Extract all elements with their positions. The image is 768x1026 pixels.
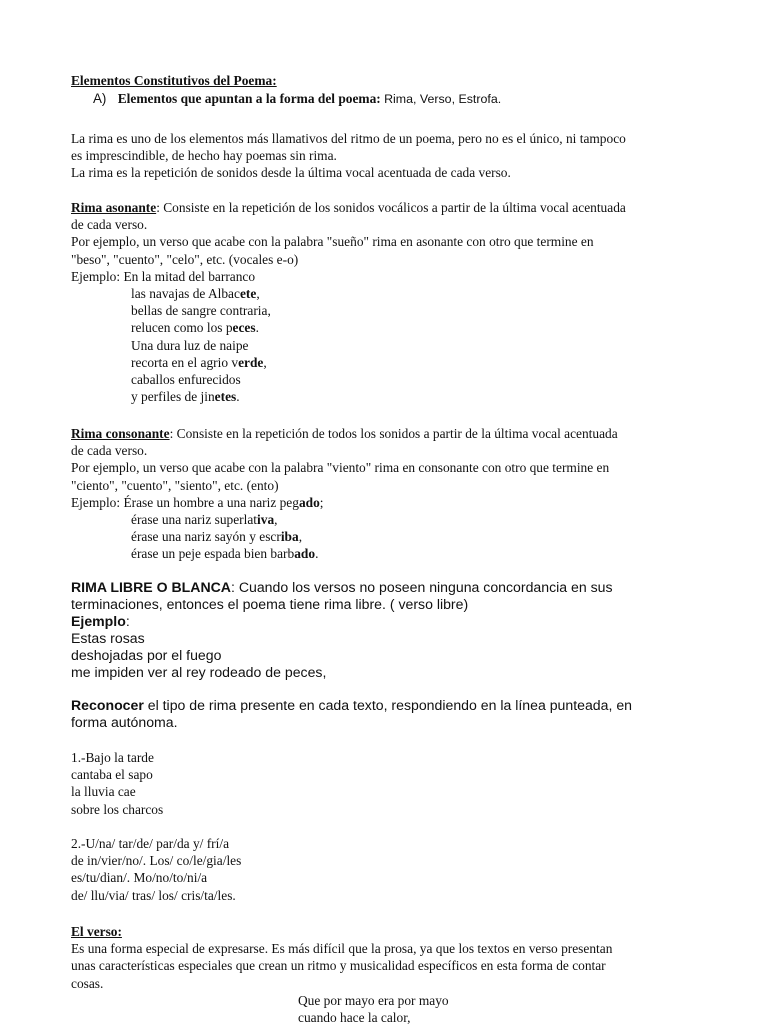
libre-section bbox=[71, 579, 711, 681]
section-a-marker: A) bbox=[93, 91, 107, 106]
asonante-term: Rima asonante bbox=[71, 200, 157, 215]
exercise-poem-line: de/ llu/via/ tras/ los/ cris/ta/les. bbox=[71, 887, 236, 903]
verso-poem-line: cuando hace la calor, bbox=[298, 1010, 411, 1026]
intro-line: La rima es uno de los elementos más llamativos del ritmo de un poema, pero no es el único, ni tampoco bbox=[71, 131, 626, 146]
asonante-poem-line bbox=[131, 388, 711, 405]
rhyme-ending: iva bbox=[257, 512, 275, 528]
poem-punct: . bbox=[255, 320, 259, 336]
exercise-poem-line: de in/vier/no/. Los/ co/le/gia/les bbox=[71, 853, 242, 869]
consonante-def-text: : Consiste en la repetición de todos los sonidos a partir de la última vocal acentuada bbox=[169, 426, 618, 441]
exercise-poem-line: sobre los charcos bbox=[71, 801, 164, 817]
poem-text: Érase un hombre a una nariz peg bbox=[123, 494, 299, 510]
poem-text: érase un peje espada bien barb bbox=[131, 546, 295, 562]
verso-text: Es una forma especial de expresarse. Es más difícil que la prosa, ya que los textos en verso presentan bbox=[71, 941, 613, 957]
asonante-example-text: "beso", "cuento", "celo", etc. (vocales e-o) bbox=[71, 251, 299, 267]
libre-poem-line: Estas rosas bbox=[71, 630, 145, 646]
poem-text: las navajas de Albac bbox=[131, 286, 240, 302]
consonante-poem-line bbox=[131, 528, 711, 545]
example-colon: : bbox=[125, 613, 130, 629]
poem-text: érase una nariz sayón y escr bbox=[131, 529, 281, 545]
poem-punct: . bbox=[236, 389, 240, 405]
asonante-poem-line bbox=[131, 319, 711, 336]
verso-poem-line: Que por mayo era por mayo bbox=[298, 992, 449, 1008]
consonante-def-text: de cada verso. bbox=[71, 443, 148, 459]
libre-example-label bbox=[71, 613, 711, 630]
section-a-label: Elementos que apuntan a la forma del poema: bbox=[117, 91, 381, 106]
intro-paragraph bbox=[71, 130, 711, 182]
asonante-poem-line bbox=[131, 354, 711, 371]
consonante-section bbox=[71, 425, 711, 563]
document-heading: Elementos Constitutivos del Poema: bbox=[71, 73, 277, 88]
asonante-poem-line bbox=[71, 268, 711, 285]
libre-poem-line: deshojadas por el fuego bbox=[71, 647, 222, 663]
exercise-verb: Reconocer bbox=[71, 697, 144, 713]
libre-term: RIMA LIBRE O BLANCA bbox=[71, 579, 231, 595]
rhyme-ending: erde bbox=[238, 354, 264, 370]
exercise-poem-line: 2.-U/na/ tar/de/ par/da y/ frí/a bbox=[71, 836, 230, 851]
example-label: Ejemplo: bbox=[71, 268, 121, 284]
libre-def-text: : Cuando los versos no poseen ninguna concordancia en sus bbox=[230, 579, 613, 595]
libre-def-text: terminaciones, entonces el poema tiene rima libre. ( verso libre) bbox=[71, 596, 469, 612]
example-label: Ejemplo: bbox=[71, 494, 121, 510]
exercise-text-2 bbox=[71, 835, 711, 904]
consonante-poem-line bbox=[131, 511, 711, 528]
exercise-text-1 bbox=[71, 749, 711, 818]
poem-text: bellas de sangre contraria, bbox=[131, 303, 271, 319]
section-a bbox=[93, 90, 733, 108]
poem-text: En la mitad del barranco bbox=[123, 268, 256, 284]
verso-heading: El verso: bbox=[71, 924, 122, 939]
exercise-poem-line: es/tu/dian/. Mo/no/to/ni/a bbox=[71, 870, 208, 886]
verso-text: cosas. bbox=[71, 975, 104, 991]
section-a-items: Rima, Verso, Estrofa. bbox=[384, 92, 502, 106]
exercise-poem-line: cantaba el sapo bbox=[71, 767, 153, 783]
rhyme-ending: etes bbox=[214, 389, 237, 405]
rhyme-ending: ado bbox=[294, 546, 316, 562]
asonante-definition bbox=[71, 199, 711, 216]
poem-punct: , bbox=[298, 529, 303, 545]
poem-punct: , bbox=[263, 354, 267, 370]
rhyme-ending: eces bbox=[232, 320, 256, 336]
asonante-section bbox=[71, 199, 711, 405]
exercise-poem-line: 1.-Bajo la tarde bbox=[71, 750, 154, 765]
consonante-poem-line bbox=[71, 494, 711, 511]
asonante-def-text: de cada verso. bbox=[71, 217, 148, 233]
rhyme-ending: ado bbox=[298, 494, 320, 510]
libre-poem-line: me impiden ver al rey rodeado de peces, bbox=[71, 664, 327, 680]
consonante-term: Rima consonante bbox=[71, 426, 170, 441]
poem-text: relucen como los p bbox=[131, 320, 233, 336]
exercise-line bbox=[71, 697, 711, 714]
exercise-text: el tipo de rima presente en cada texto, respondiendo en la línea punteada, en bbox=[143, 697, 632, 713]
rhyme-ending: iba bbox=[280, 529, 299, 545]
poem-text: érase una nariz superlat bbox=[131, 512, 258, 528]
verso-text: unas características especiales que crean un ritmo y musicalidad específicos en esta forma de contar bbox=[71, 958, 606, 974]
consonante-example-text: "ciento", "cuento", "siento", etc. (ento) bbox=[71, 477, 279, 493]
rhyme-ending: ete bbox=[239, 286, 257, 302]
intro-line: es imprescindible, de hecho hay poemas sin rima. bbox=[71, 148, 337, 164]
consonante-definition bbox=[71, 425, 711, 442]
poem-punct: , bbox=[274, 512, 278, 528]
poem-text: caballos enfurecidos bbox=[131, 372, 241, 388]
poem-punct: , bbox=[256, 286, 260, 302]
poem-punct: ; bbox=[319, 494, 324, 510]
poem-punct: . bbox=[315, 546, 319, 562]
asonante-poem-line bbox=[131, 302, 711, 319]
asonante-example-text: Por ejemplo, un verso que acabe con la palabra "sueño" rima en asonante con otro que termine en bbox=[71, 234, 594, 250]
exercise-text: forma autónoma. bbox=[71, 714, 178, 730]
exercise-poem-line: la lluvia cae bbox=[71, 784, 136, 800]
libre-definition bbox=[71, 579, 711, 596]
poem-text: Una dura luz de naipe bbox=[131, 337, 249, 353]
consonante-example-text: Por ejemplo, un verso que acabe con la palabra "viento" rima en consonante con otro que termine en bbox=[71, 460, 610, 476]
asonante-poem-line bbox=[131, 337, 711, 354]
poem-text: recorta en el agrio v bbox=[131, 354, 239, 370]
asonante-poem-line bbox=[131, 371, 711, 388]
exercise-instruction bbox=[71, 697, 711, 731]
consonante-poem-line bbox=[131, 545, 711, 562]
verso-section bbox=[71, 923, 711, 1026]
poem-text: y perfiles de jin bbox=[131, 389, 215, 405]
asonante-def-text: : Consiste en la repetición de los sonidos vocálicos a partir de la última vocal acentuada bbox=[156, 200, 626, 215]
asonante-poem-line bbox=[131, 285, 711, 302]
example-label: Ejemplo bbox=[71, 613, 126, 629]
intro-line: La rima es la repetición de sonidos desde la última vocal acentuada de cada verso. bbox=[71, 165, 511, 181]
